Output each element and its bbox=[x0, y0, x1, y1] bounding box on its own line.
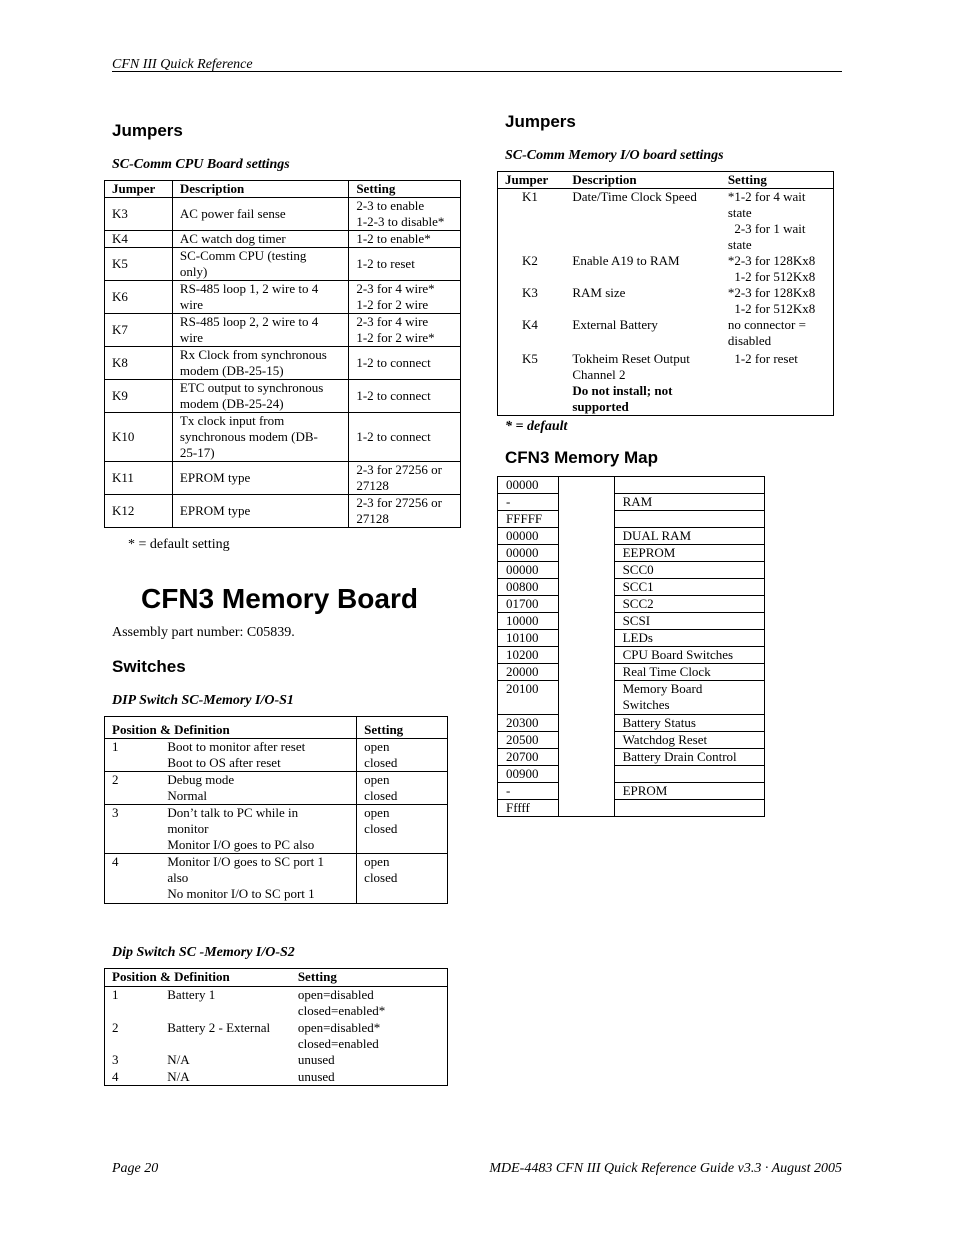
memory-region-label: Watchdog Reset bbox=[614, 732, 764, 749]
memory-map-row bbox=[498, 579, 765, 596]
memory-address: 20300 bbox=[498, 715, 559, 732]
memory-region-label: SCC2 bbox=[614, 596, 764, 613]
memory-region-label: SCC1 bbox=[614, 579, 764, 596]
table-row: 1 Boot to monitor after reset Boot to OS after reset open closed bbox=[105, 739, 448, 772]
k5-warning: Do not install; not supported bbox=[572, 383, 673, 414]
memory-region-label bbox=[614, 766, 764, 783]
memory-map-row bbox=[498, 800, 765, 817]
memory-region-label: RAM bbox=[614, 494, 764, 511]
memory-address: FFFFF bbox=[498, 511, 559, 528]
s2-caption: Dip Switch SC -Memory I/O-S2 bbox=[112, 945, 295, 960]
col-header-setting: Setting bbox=[291, 969, 448, 987]
memory-region-label: EEPROM bbox=[614, 545, 764, 562]
assembly-part-number: Assembly part number: C05839. bbox=[112, 625, 295, 640]
page-title: CFN3 Memory Board bbox=[141, 583, 418, 614]
col-header-setting: Setting bbox=[349, 181, 461, 198]
memory-address: 01700 bbox=[498, 596, 559, 613]
io-table-caption: SC-Comm Memory I/O board settings bbox=[505, 148, 724, 163]
memory-map-row bbox=[498, 664, 765, 681]
memory-map-row bbox=[498, 511, 765, 528]
col-header-position: Position & Definition bbox=[105, 969, 291, 987]
col-header-setting: Setting bbox=[357, 717, 448, 739]
memory-address: 00000 bbox=[498, 545, 559, 562]
page-number: Page 20 bbox=[112, 1161, 159, 1176]
memory-region-label: CPU Board Switches bbox=[614, 647, 764, 664]
memory-address: 00900 bbox=[498, 766, 559, 783]
document-id: MDE-4483 CFN III Quick Reference Guide v3.3 · August 2005 bbox=[489, 1161, 842, 1176]
table-row: K4 External Battery no connector = disabled bbox=[522, 317, 806, 348]
cpu-table-caption: SC-Comm CPU Board settings bbox=[112, 157, 290, 172]
memory-region-label: Real Time Clock bbox=[614, 664, 764, 681]
memory-region-label: LEDs bbox=[614, 630, 764, 647]
table-row: K12 EPROM type 2-3 for 27256 or 27128 bbox=[105, 495, 461, 528]
memory-region-label: SCC0 bbox=[614, 562, 764, 579]
memory-region-label: SCSI bbox=[614, 613, 764, 630]
col-header-position: Position & Definition bbox=[105, 717, 357, 739]
memory-address: 10200 bbox=[498, 647, 559, 664]
memory-region-label: Battery Status bbox=[614, 715, 764, 732]
memory-address: Fffff bbox=[498, 800, 559, 817]
memory-map-row bbox=[498, 477, 765, 494]
memory-map-row bbox=[498, 766, 765, 783]
col-header-setting: Setting bbox=[721, 172, 834, 189]
table-row: K3 RAM size *2-3 for 128Kx8 1-2 for 512Kx8 bbox=[522, 285, 816, 316]
table-row: K7 RS-485 loop 2, 2 wire to 4 wire 2-3 for 4 wire 1-2 for 2 wire* bbox=[105, 314, 461, 347]
memory-address: 00000 bbox=[498, 477, 559, 494]
memory-map-heading: CFN3 Memory Map bbox=[505, 448, 659, 467]
table-row: 1 Battery 1 open=disabled closed=enabled* bbox=[112, 987, 386, 1018]
s1-caption: DIP Switch SC-Memory I/O-S1 bbox=[112, 693, 294, 708]
table-row: K4 AC watch dog timer 1-2 to enable* bbox=[105, 231, 461, 248]
memory-map-row bbox=[498, 732, 765, 749]
table-row: 2 Battery 2 - External open=disabled* closed=enabled bbox=[112, 1019, 381, 1051]
table-row: K10 Tx clock input from synchronous modem (DB- 25-17) 1-2 to connect bbox=[105, 413, 461, 462]
memory-map-row bbox=[498, 630, 765, 647]
io-default-note: * = default bbox=[505, 419, 568, 434]
memory-region-label bbox=[614, 800, 764, 817]
cpu-jumper-table bbox=[104, 180, 461, 528]
io-jumper-table bbox=[497, 171, 834, 416]
dip-switch-s1-table bbox=[104, 716, 448, 904]
memory-address: - bbox=[498, 783, 559, 800]
table-row: 4 Monitor I/O goes to SC port 1 also No monitor I/O to SC port 1 open closed bbox=[105, 854, 448, 904]
cpu-jumpers-heading: Jumpers bbox=[112, 121, 183, 140]
memory-map-table bbox=[497, 476, 765, 817]
memory-address: 10100 bbox=[498, 630, 559, 647]
memory-map-row bbox=[498, 681, 765, 715]
memory-region-label: Battery Drain Control bbox=[614, 749, 764, 766]
table-row: K3 AC power fail sense 2-3 to enable 1-2-3 to disable* bbox=[105, 198, 461, 231]
memory-map-row bbox=[498, 749, 765, 766]
memory-address: 20700 bbox=[498, 749, 559, 766]
col-header-description: Description bbox=[172, 181, 348, 198]
memory-map-row bbox=[498, 545, 765, 562]
memory-map-row bbox=[498, 596, 765, 613]
memory-address: - bbox=[498, 494, 559, 511]
table-row: K5 Tokheim Reset Output Channel 2 Do not install; not supported 1-2 for reset bbox=[522, 351, 798, 414]
table-row: K6 RS-485 loop 1, 2 wire to 4 wire 2-3 for 4 wire* 1-2 for 2 wire bbox=[105, 281, 461, 314]
switches-heading: Switches bbox=[112, 657, 186, 676]
table-row: K8 Rx Clock from synchronous modem (DB-25-15) 1-2 to connect bbox=[105, 347, 461, 380]
table-row: 3 N/A unused bbox=[112, 1051, 335, 1067]
memory-map-row bbox=[498, 715, 765, 732]
memory-map-row bbox=[498, 647, 765, 664]
io-jumpers-heading: Jumpers bbox=[505, 112, 576, 131]
header-rule bbox=[112, 71, 842, 72]
memory-address: 00000 bbox=[498, 528, 559, 545]
dip-switch-s2-table bbox=[104, 968, 448, 1086]
table-row: K2 Enable A19 to RAM *2-3 for 128Kx8 1-2 for 512Kx8 bbox=[522, 253, 816, 284]
table-row: 4 N/A unused bbox=[112, 1068, 335, 1084]
cpu-default-note: * = default setting bbox=[128, 537, 230, 552]
memory-map-row bbox=[498, 494, 765, 511]
memory-address: 20100 bbox=[498, 681, 559, 715]
table-row: K5 SC-Comm CPU (testing only) 1-2 to reset bbox=[105, 248, 461, 281]
memory-region-label: DUAL RAM bbox=[614, 528, 764, 545]
table-row: K1 Date/Time Clock Speed *1-2 for 4 wait state 2-3 for 1 wait state bbox=[522, 189, 806, 252]
memory-address: 10000 bbox=[498, 613, 559, 630]
table-row: 3 Don’t talk to PC while in monitor Monitor I/O goes to PC also open closed bbox=[105, 805, 448, 854]
memory-address: 00800 bbox=[498, 579, 559, 596]
memory-address: 20000 bbox=[498, 664, 559, 681]
k5-description: Tokheim Reset Output Channel 2 bbox=[572, 351, 690, 382]
memory-address: 20500 bbox=[498, 732, 559, 749]
memory-region-label bbox=[614, 477, 764, 494]
memory-map-spacer bbox=[558, 477, 614, 817]
table-row: 2 Debug mode Normal open closed bbox=[105, 772, 448, 805]
memory-address: 00000 bbox=[498, 562, 559, 579]
memory-map-row bbox=[498, 613, 765, 630]
memory-region-label: Memory Board Switches bbox=[614, 681, 764, 715]
memory-map-row bbox=[498, 528, 765, 545]
running-header: CFN III Quick Reference bbox=[112, 57, 253, 72]
memory-region-label: EPROM bbox=[614, 783, 764, 800]
col-header-jumper: Jumper bbox=[498, 172, 566, 189]
col-header-jumper: Jumper bbox=[105, 181, 173, 198]
table-row: K11 EPROM type 2-3 for 27256 or 27128 bbox=[105, 462, 461, 495]
col-header-description: Description bbox=[565, 172, 720, 189]
table-row: K9 ETC output to synchronous modem (DB-25-24) 1-2 to connect bbox=[105, 380, 461, 413]
memory-map-row bbox=[498, 562, 765, 579]
memory-region-label bbox=[614, 511, 764, 528]
memory-map-row bbox=[498, 783, 765, 800]
